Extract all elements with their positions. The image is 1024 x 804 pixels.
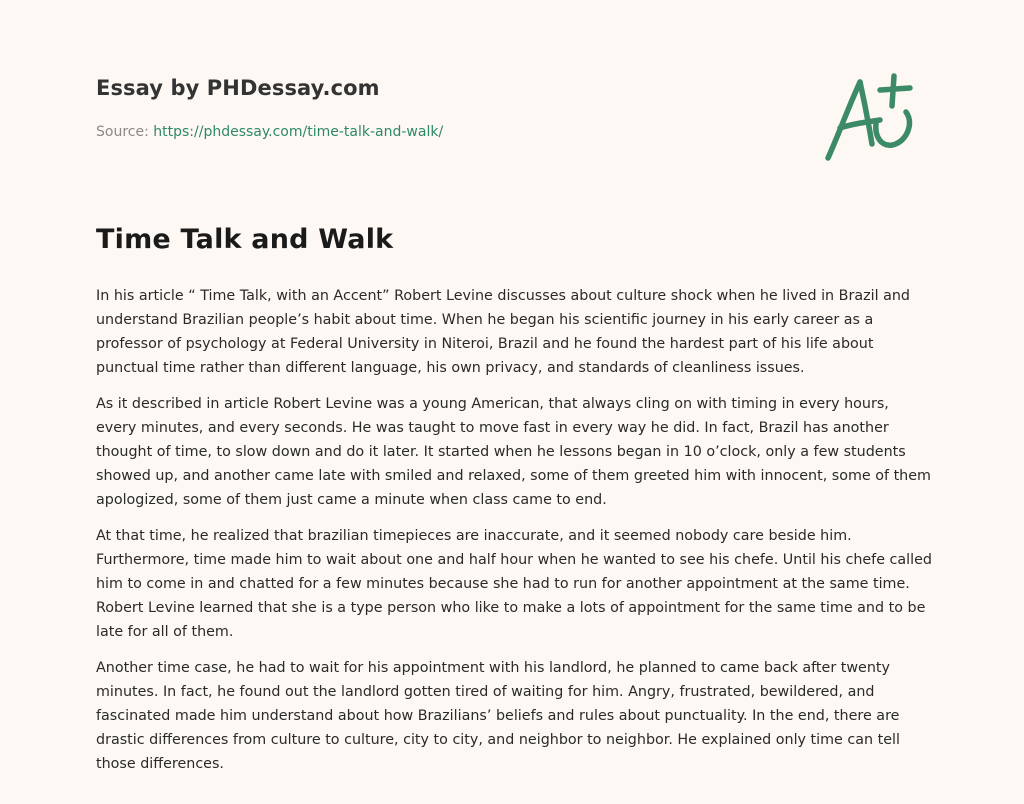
document-page: [96, 0, 936, 804]
article-title: Time Talk and Walk: [96, 224, 394, 255]
source-label: Source:: [96, 124, 149, 140]
source-line: [96, 124, 443, 140]
paragraph-3: At that time, he realized that brazilian timepieces are inaccurate, and it seemed nobody care beside him. Furthermore, time made him to wait about one and half hour when he wanted to see his chefe. Until his chefe called him to come in and chatted for a few minutes because she had to run for another appointment at the same time. Robert Levine learned that she is a type person who like to make a lots of appointment for the same time and to be late for all of them.: [96, 528, 932, 640]
paragraph-1: In his article “ Time Talk, with an Accent” Robert Levine discusses about culture shock when he lived in Brazil and understand Brazilian people’s habit about time. When he began his scientific journey in his early career as a professor of psychology at Federal University in Niteroi, Brazil and he found the hardest part of his life about punctual time rather than different language, his own privacy, and standards of cleanliness issues.: [96, 288, 910, 376]
a-plus-logo-icon: [818, 66, 928, 170]
article-body: [96, 284, 932, 788]
source-link[interactable]: https://phdessay.com/time-talk-and-walk/: [153, 124, 444, 140]
paragraph-4: Another time case, he had to wait for his appointment with his landlord, he planned to came back after twenty minutes. In fact, he found out the landlord gotten tired of waiting for him. Angry, frustrated, bewildered, and fascinated made him understand about how Brazilians’ beliefs and rules about punctuality. In the end, there are drastic differences from culture to culture, city to city, and neighbor to neighbor. He explained only time can tell those differences.: [96, 660, 900, 772]
paragraph-2: As it described in article Robert Levine was a young American, that always cling on with timing in every hours, every minutes, and every seconds. He was taught to move fast in every way he did. In fact, Brazil has another thought of time, to slow down and do it later. It started when he lessons began in 10 o’clock, only a few students showed up, and another came late with smiled and relaxed, some of them greeted him with innocent, some of them apologized, some of them just came a minute when class came to end.: [96, 396, 931, 508]
site-name: Essay by PHDessay.com: [96, 76, 380, 100]
